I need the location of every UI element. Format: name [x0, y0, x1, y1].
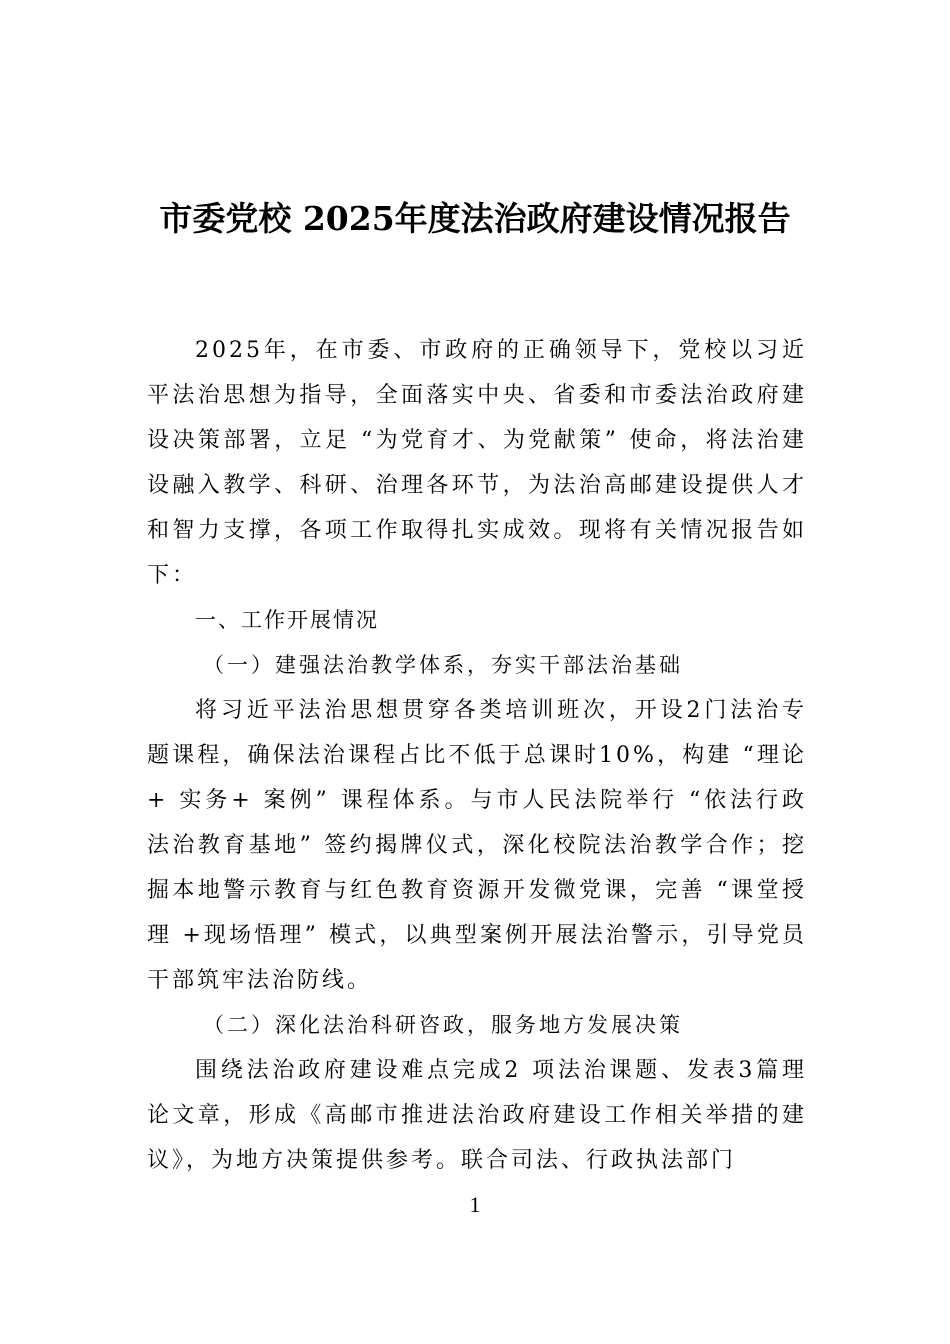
subsection-heading-2: （二）深化法治科研咨政，服务地方发展决策 [203, 1013, 683, 1037]
subsection-heading-1: （一）建强法治教学体系，夯实干部法治基础 [203, 653, 683, 677]
subsection-1-paragraph: 将习近平法治思想贯穿各类培训班次，开设2门法治专题课程，确保法治课程占比不低于总课时10%，构建 “理论 + 实务+ 案例” 课程体系。与市人民法院举行 “依法行政法治教育基地” 签约揭牌仪式，深化校院法治教学合作；挖掘本地警示教育与红色教育资源开发微党课，完善 “课堂授理 +现场悟理” 模式，以典型案例开展法治警示，引导党员干部筑牢法治防线。 [147, 698, 807, 993]
page-number: 1 [469, 1192, 481, 1217]
document-body [147, 328, 807, 1183]
subsection-2-paragraph: 围绕法治政府建设难点完成2 项法治课题、发表3篇理论文章，形成《高邮市推进法治政府建设工作相关举措的建议》，为地方决策提供参考。联合司法、行政执法部门 [147, 1058, 807, 1173]
document-title: 市委党校 2025年度法治政府建设情况报告 [159, 199, 791, 238]
intro-paragraph: 2025年，在市委、市政府的正确领导下，党校以习近平法治思想为指导，全面落实中央、省委和市委法治政府建设决策部署，立足 “为党育才、为党献策” 使命，将法治建设融入教学、科研、治理各环节，为法治高邮建设提供人才和智力支撑，各项工作取得扎实成效。现将有关情况报告如下： [147, 338, 807, 588]
section-heading-1: 一、工作开展情况 [195, 608, 379, 632]
